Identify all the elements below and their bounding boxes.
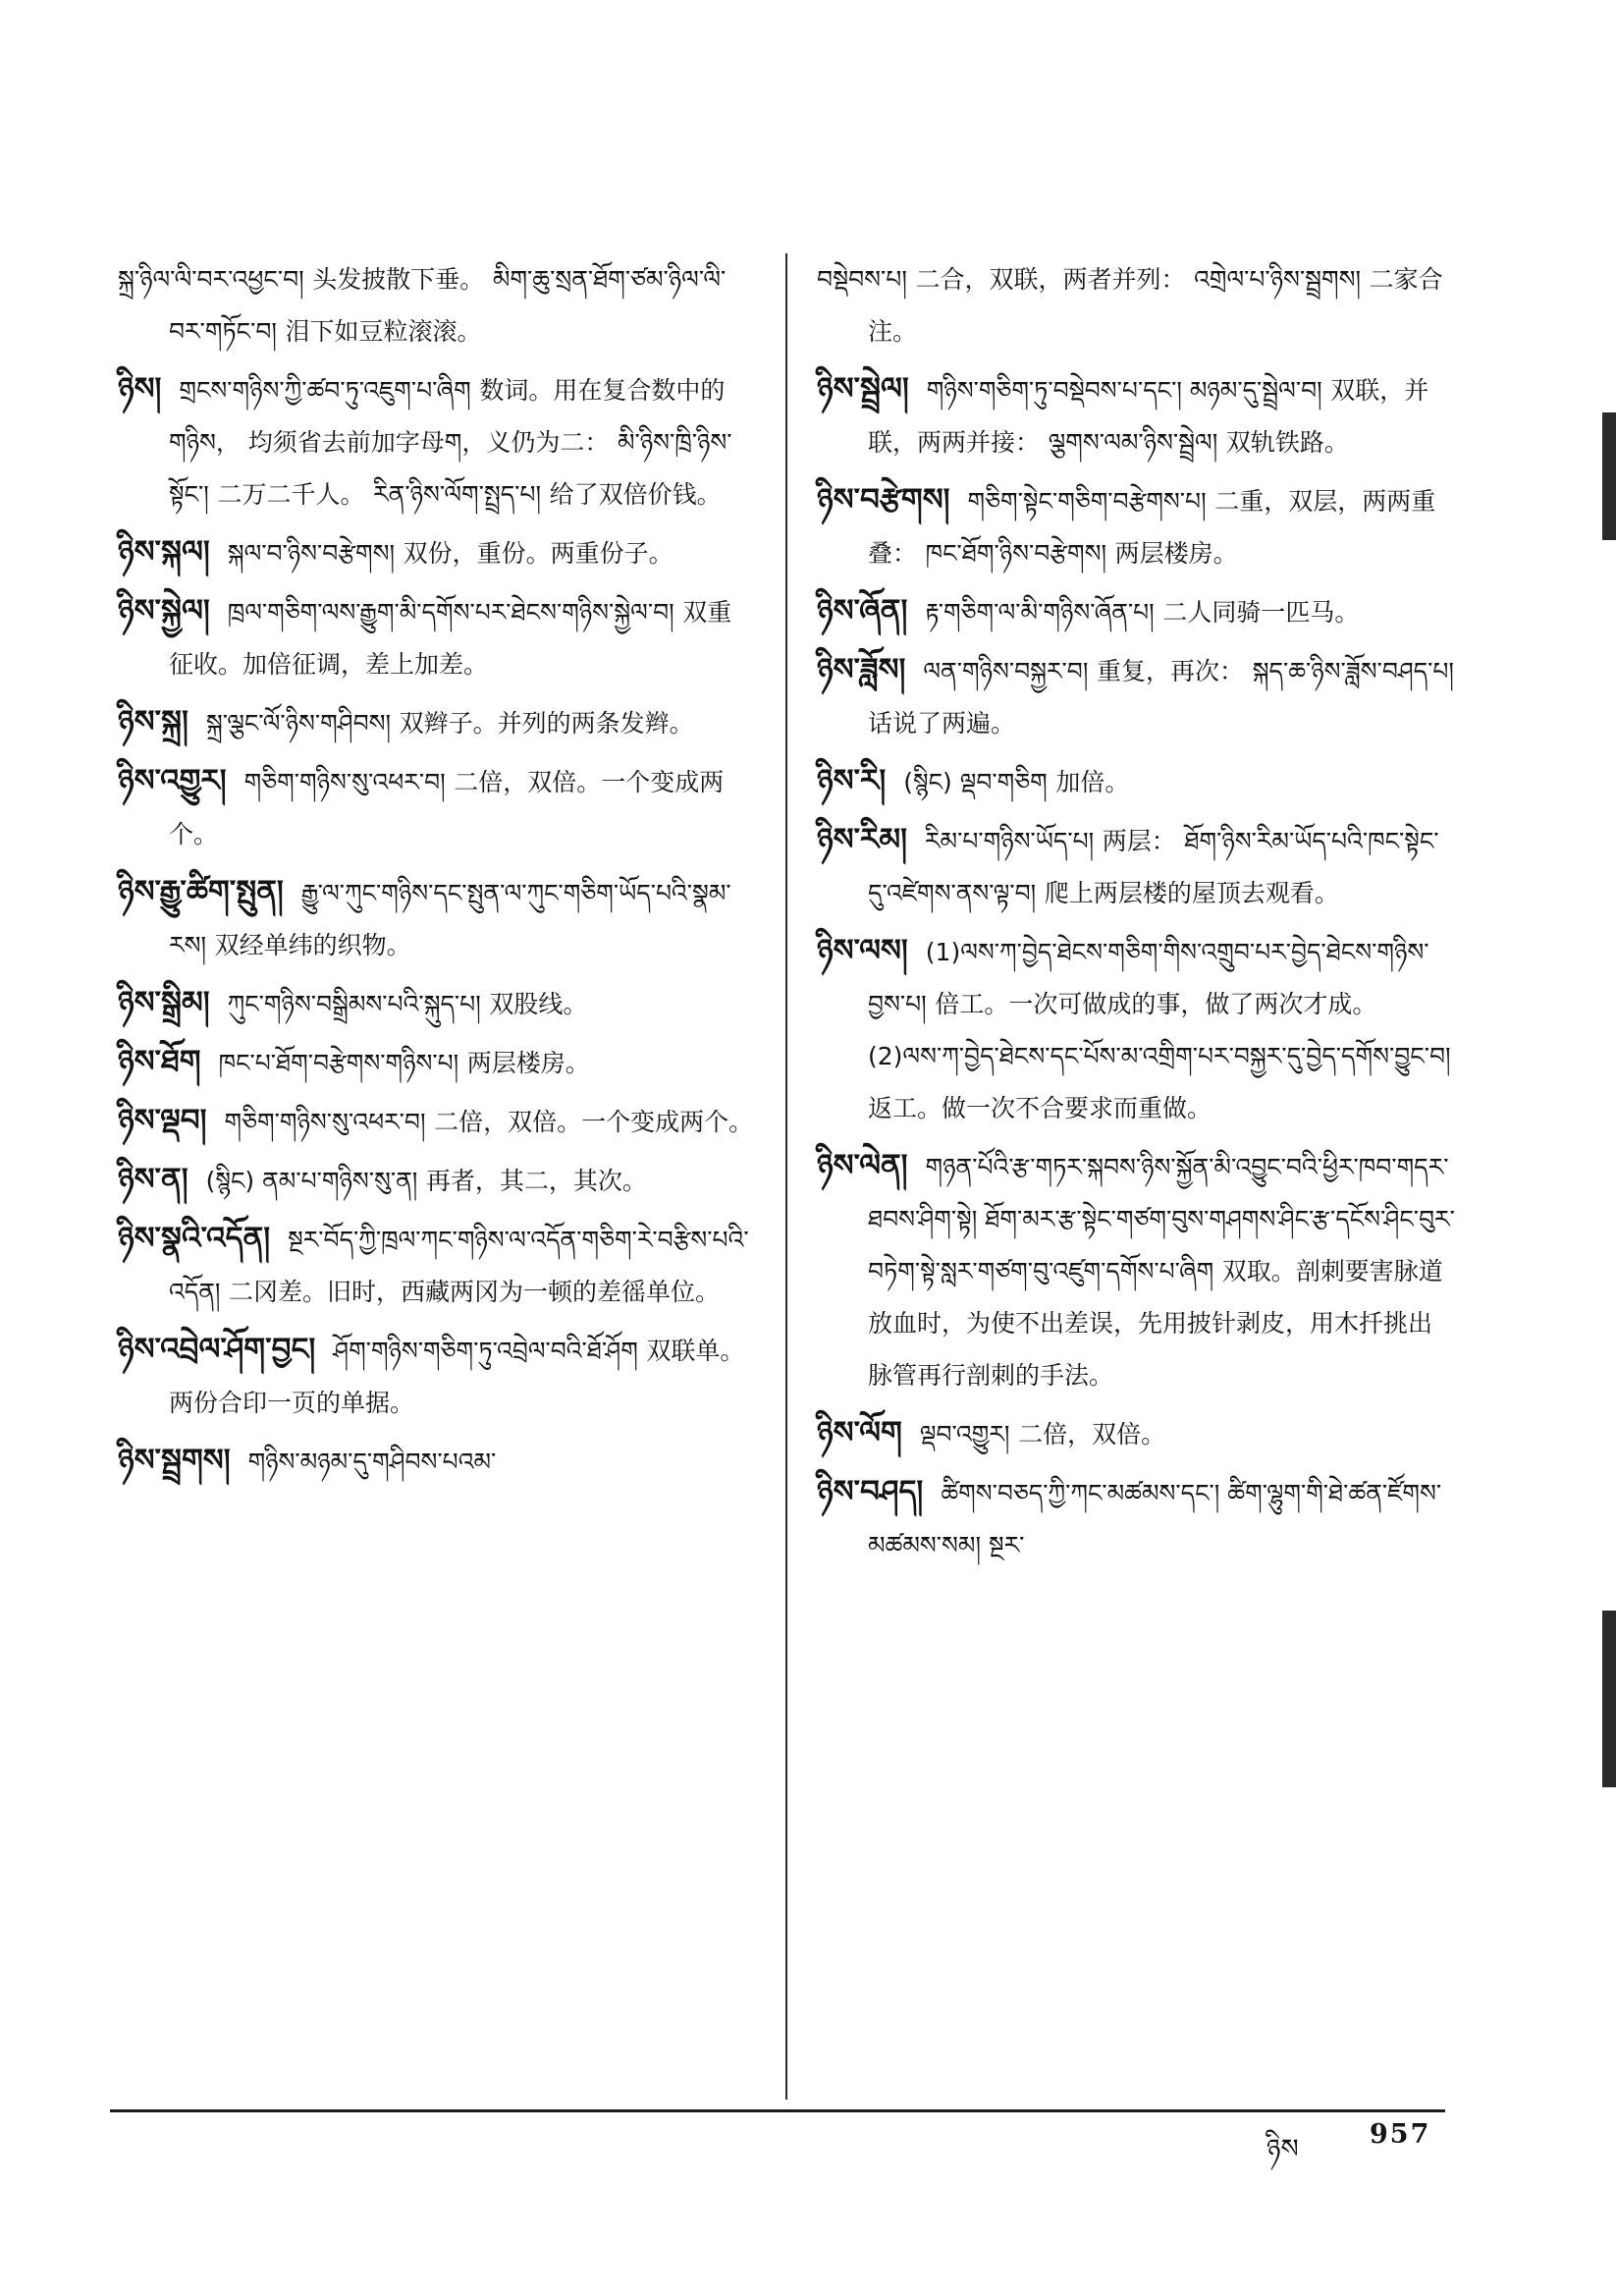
entry-headword: ཉིས་སྦྲེལ། <box>817 371 909 407</box>
tibetan-definition: ཚིགས་བཅད་ཀྱི་ཀང་མཚམས་དང་། ཚིག་ལྷུག་གི་ཐེ་ཚན་ཛོགས་མཚམས་སམ། སྔར་ <box>868 1479 1442 1559</box>
entry-headword: ཉིས་བརྩེགས། <box>817 482 950 518</box>
tibetan-definition: རིན་ཉིས་ལོག་སྤྲད་པ། <box>373 480 541 509</box>
tibetan-definition: སྐལ་བ་ཉིས་བརྩེགས། <box>227 539 396 568</box>
entry-headword: ཉིས་ལྡབ། <box>118 1103 207 1138</box>
chinese-gloss: 二家合注。 <box>868 265 1443 346</box>
tibetan-definition: རྒྱུ་ལ་ཀུང་གཉིས་དང་སྤུན་ལ་ཀུང་གཅིག་ཡོད་པའི་སྣམ་རས། <box>169 879 731 959</box>
tibetan-definition: གཅིག་གཉིས་སུ་འཕར་བ། <box>224 1108 426 1136</box>
chinese-gloss: 双轨铁路。 <box>1225 428 1349 457</box>
tibetan-definition: ཁང་པ་ཐོག་བརྩེགས་གཉིས་པ། <box>218 1049 459 1077</box>
tibetan-definition: གྲངས་གཉིས་ཀྱི་ཚབ་ཏུ་འཇུག་པ་ཞིག <box>179 376 471 405</box>
entry-headword: ཉིས་རིམ། <box>817 822 907 857</box>
tibetan-definition: རྟ་གཅིག་ལ་མི་གཉིས་ཞོན་པ། <box>925 598 1155 627</box>
dictionary-entry <box>817 253 1455 357</box>
chinese-gloss: 双经单纬的织物。 <box>214 931 411 959</box>
entry-headword: ཉིས་སྦྲགས། <box>118 1443 231 1478</box>
page-number: 957 <box>1370 2119 1431 2150</box>
dictionary-entry <box>118 585 756 690</box>
chinese-gloss: 二重，双层，两两重叠： <box>868 487 1436 568</box>
chinese-gloss: 两层楼房。 <box>466 1049 590 1077</box>
chinese-gloss: 话说了两遍。 <box>868 709 1016 738</box>
chinese-gloss: 二倍，双倍。一个变成两个。 <box>169 768 725 848</box>
dictionary-entry <box>817 925 1455 1134</box>
dictionary-entry <box>817 585 1455 638</box>
dictionary-entry <box>118 1324 756 1429</box>
tibetan-definition: ཀུང་གཉིས་བསྒྲིམས་པའི་སྐུད་པ། <box>227 990 481 1018</box>
entry-headword: ཉིས་སྐྲ། <box>118 704 189 739</box>
entry-headword: ཉིས་ཐོག <box>118 1044 201 1079</box>
chinese-gloss: 倍工。一次可做成的事，做了两次才成。 <box>935 990 1377 1018</box>
chinese-gloss: 加倍。 <box>1055 768 1130 796</box>
tibetan-definition: སྐད་ཆ་ཉིས་ཟློས་བཤད་པ། <box>1252 657 1454 685</box>
entry-headword: ཉིས་རྒྱུ་ཚིག་སྤུན། <box>118 874 284 909</box>
tibetan-definition: ཤོག་གཉིས་གཅིག་ཏུ་འབྲེལ་བའི་ཐོ་ཤོག <box>333 1337 638 1365</box>
chinese-gloss: 二合，双联，两者并列： <box>915 265 1186 294</box>
tibetan-definition: མིག་ཆུ་སྲན་ཐོག་ཙམ་ཉིལ་ལི་བར་གཏོང་བ། <box>169 265 727 346</box>
entry-headword: ཉིས་བཤད། <box>817 1474 924 1509</box>
chinese-gloss: 两层楼房。 <box>1114 539 1238 568</box>
dictionary-entry <box>817 644 1455 749</box>
entry-headword: ཉིས་ན། <box>118 1162 189 1197</box>
entry-headword: ཉིས་ལེན། <box>817 1148 908 1183</box>
tibetan-definition: ཁང་ཐོག་ཉིས་བརྩེགས། <box>925 539 1107 568</box>
chinese-gloss: 再者，其二，其次。 <box>425 1167 647 1195</box>
entry-headword: ཉིས་སྐལ། <box>118 534 210 570</box>
tibetan-definition: གཉིས་མཉམ་དུ་གཤིབས་པའམ་ <box>247 1448 497 1476</box>
entry-headword: ཉིས་སྣའི་འདོན། <box>118 1221 271 1256</box>
tibetan-definition: གཉན་པོའི་རྩ་གཏར་སྐབས་ཉིས་སྐྱོན་མི་འབྱུང་བའི་ཕྱིར་ཁབ་གདར་ཐབས་ཤིག་སྟེ། ཐོག་མར་རྩ་སྟེང་གཙག་བུས་གཤགས་ཤིང་རྩ་དངོས་ཤིང་བུར་བཏེག་སྟེ་སླར་གཙག་བུ་འཛུག་དགོས་པ་ཞིག <box>868 1153 1455 1285</box>
chinese-gloss: 给了双倍价钱。 <box>549 480 722 509</box>
chinese-gloss: 双股线。 <box>489 990 588 1018</box>
tibetan-definition: བསྡེབས་པ། <box>817 265 907 294</box>
column-divider <box>785 253 787 2100</box>
chinese-gloss: 双份，重份。两重份子。 <box>403 539 673 568</box>
tibetan-definition: ལྡབ་འགྱུར། <box>919 1420 1010 1449</box>
tibetan-definition: རིམ་པ་གཉིས་ཡོད་པ། <box>924 827 1095 855</box>
tibetan-definition: འགྲེལ་པ་ཉིས་སྦྲགས། <box>1194 265 1362 294</box>
dictionary-entry <box>817 755 1455 808</box>
tibetan-definition: (2)ལས་ཀ་བྱེད་ཐེངས་དང་པོས་མ་འགྲིག་པར་བསྐྱར་དུ་བྱེད་དགོས་བྱུང་བ། <box>868 1042 1451 1070</box>
entry-headword: ཉིས་འབྲེལ་ཤོག་བྱང། <box>118 1332 316 1367</box>
entry-headword: ཉིས་རི། <box>817 763 887 798</box>
entry-headword: ཉིས་སྐྱེལ། <box>118 593 210 629</box>
chinese-gloss: 泪下如豆粒滚滚。 <box>285 317 482 346</box>
dictionary-entry <box>817 363 1455 468</box>
entry-headword: ཉིས་ཟློས། <box>817 652 906 687</box>
entry-headword: ཉིས་འགྱུར། <box>118 763 227 798</box>
chinese-gloss: 双重征收。加倍征调，差上加差。 <box>169 598 732 679</box>
dictionary-entry <box>817 1140 1455 1401</box>
right-column <box>817 253 1455 1577</box>
dictionary-entry <box>118 363 756 520</box>
edge-mark <box>1602 1611 1616 1787</box>
entry-headword: ཉིས། <box>118 371 162 407</box>
chinese-gloss: 头发披散下垂。 <box>312 265 485 294</box>
entry-headword: ཉིས་སྒྲིམ། <box>118 985 210 1020</box>
dictionary-entry <box>118 1213 756 1318</box>
dictionary-entry <box>118 253 756 357</box>
entry-headword: ཉིས་ལས། <box>817 933 908 968</box>
tibetan-definition: མི་ཉིས་ཁྲི་ཉིས་སྟོང་། <box>169 428 732 509</box>
edge-mark <box>1602 412 1616 540</box>
entry-headword: ཉིས་ལོག <box>817 1415 902 1450</box>
tibetan-definition: (སྙིང) ལྡབ་གཅིག <box>903 768 1048 796</box>
chinese-gloss: 返工。做一次不合要求而重做。 <box>868 1094 1212 1122</box>
chinese-gloss: 双联单。两份合印一页的单据。 <box>169 1337 745 1417</box>
chinese-gloss: 爬上两层楼的屋顶去观看。 <box>1044 879 1339 907</box>
chinese-gloss: 双取。剖刺要害脉道放血时，为使不出差误，先用披针剥皮，用木扦挑出脉管再行剖刺的手法。 <box>868 1257 1443 1390</box>
chinese-gloss: 重复，再次： <box>1096 657 1244 685</box>
dictionary-entry <box>817 814 1455 919</box>
dictionary-entry <box>118 1095 756 1148</box>
dictionary-entry <box>118 696 756 749</box>
dictionary-entry <box>118 1154 756 1207</box>
dictionary-entry <box>817 474 1455 579</box>
tibetan-definition: གཅིག་གཉིས་སུ་འཕར་བ། <box>243 768 446 796</box>
tibetan-definition: ཁྲལ་གཅིག་ལས་རྒྱུག་མི་དགོས་པར་ཐེངས་གཉིས་སྐྱེལ་བ། <box>227 598 674 627</box>
entry-headword: ཉིས་ཞོན། <box>817 593 908 629</box>
chinese-gloss: 数词。用在复合数中的 གཉིས， 均须省去前加字母ག，义仍为二： <box>169 376 726 457</box>
chinese-gloss: 二倍，双倍。 <box>1018 1420 1166 1449</box>
chinese-gloss: 两层： <box>1102 827 1176 855</box>
chinese-gloss: 二冈差。旧时，西藏两冈为一顿的差徭单位。 <box>229 1278 721 1306</box>
dictionary-entry <box>817 1466 1455 1571</box>
tibetan-definition: ལན་གཉིས་བསྐྱར་བ། <box>923 657 1089 685</box>
chinese-gloss: 二倍，双倍。一个变成两个。 <box>434 1108 754 1136</box>
tibetan-definition: (སྙིང) ནམ་པ་གཉིས་སུ་ན། <box>205 1167 418 1195</box>
chinese-gloss: 双联，并联，两两并接： <box>868 376 1429 457</box>
dictionary-entry <box>118 755 756 860</box>
dictionary-entry <box>118 1036 756 1089</box>
tibetan-definition: གཉིས་གཅིག་ཏུ་བསྡེབས་པ་དང་། མཉམ་དུ་སྦྲེལ་བ། <box>926 376 1322 405</box>
tibetan-definition: (1)ལས་ཀ་བྱེད་ཐེངས་གཅིག་གིས་འགྲུབ་པར་བྱེད་ཐེངས་གཉིས་བྱས་པ། <box>868 938 1429 1018</box>
dictionary-entry <box>118 866 756 971</box>
dictionary-entry <box>118 526 756 579</box>
left-column <box>118 253 756 1494</box>
tibetan-definition: ཐོག་ཉིས་རིམ་ཡོད་པའི་ཁང་སྟེང་དུ་འཛེགས་ནས་ལྟ་བ། <box>868 827 1439 907</box>
tibetan-definition: སྐྲ་ལྕང་ལོ་ཉིས་གཤིབས། <box>205 709 392 738</box>
chinese-gloss: 二人同骑一匹马。 <box>1162 598 1360 627</box>
chinese-gloss: 二万二千人。 <box>217 480 365 509</box>
tibetan-definition: སྔར་བོད་ཀྱི་ཁྲལ་ཀང་གཉིས་ལ་འདོན་གཅིག་རེ་བརྩིས་པའི་འདོན། <box>169 1226 749 1306</box>
tibetan-definition: ལྕགས་ལམ་ཉིས་སྦྲེལ། <box>1048 428 1218 457</box>
tibetan-definition: གཅིག་སྟེང་གཅིག་བརྩེགས་པ། <box>967 487 1207 516</box>
footer-rule <box>110 2109 1445 2112</box>
running-head: ཉིས <box>1266 2134 1299 2164</box>
dictionary-entry <box>118 1435 756 1488</box>
dictionary-entry <box>817 1407 1455 1460</box>
dictionary-entry <box>118 977 756 1030</box>
chinese-gloss: 双辫子。并列的两条发辫。 <box>399 709 694 738</box>
tibetan-definition: སྐྲ་ཉིལ་ལི་བར་འཕྱང་བ། <box>118 265 304 294</box>
